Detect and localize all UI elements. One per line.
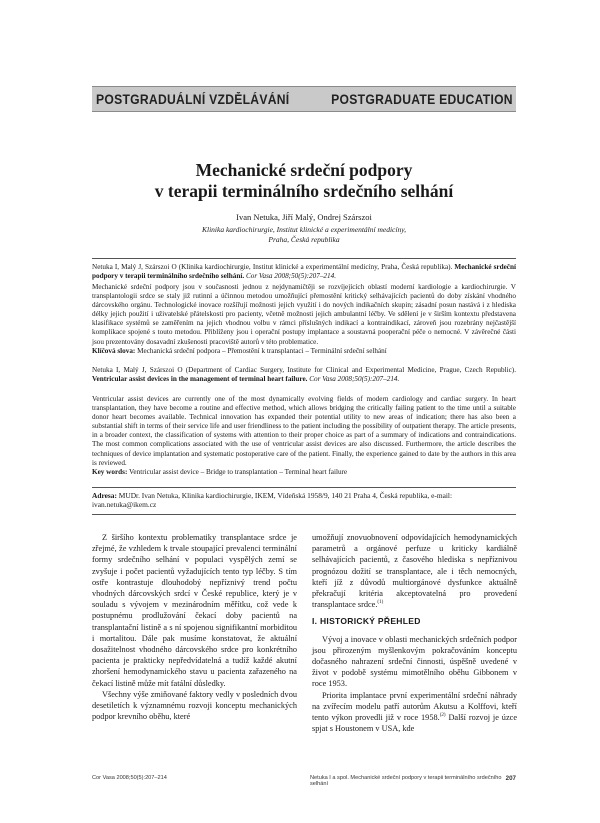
section-label-czech: POSTGRADUÁLNÍ VZDĚLÁVÁNÍ (96, 91, 290, 107)
correspondence-address (92, 491, 516, 509)
keywords-english-label: Key words: (92, 467, 128, 476)
article-title (92, 160, 516, 202)
keywords-czech (92, 347, 516, 356)
article-title-line1: Mechanické srdeční podpory (195, 160, 413, 180)
citation-czech-title: Mechanické srdeční podpory v terapii terminálního srdečního selhání. (92, 263, 516, 281)
article-title-line2: v terapii terminálního srdečního selhání (154, 181, 454, 201)
address-email[interactable]: ivan.netuka@ikem.cz (92, 500, 157, 510)
body-paragraph (312, 532, 517, 610)
section-header-band (92, 86, 516, 112)
abstract-czech (92, 283, 516, 356)
keywords-czech-text: Mechanická srdeční podpora – Přemostění k transplantaci – Terminální srdeční selhání (137, 346, 387, 355)
article-affiliation (92, 225, 516, 245)
abstract-czech-text: Mechanické srdeční podpory jsou v současnosti jednou z nejdynamičtěji se rozvíjejících oblastí moderní kardiologie a kardiochirurgie. V transplantologii srdce se staly již rutinní a účinnou metodou umožňující přemostění kritický selhávajících pacientů do doby získání vhodného dárcovského orgánu. Technologické inovace rozšířují možnosti jejich využití i do nových indikačních skupin; zásadní posun nastává i z hlediska délky jejich použití i uživatelské přátelskosti pro pacienty, včetně možnosti jejich ambulantní léčby. Ve sdělení je v širším kontextu představena klasifikace systémů se zaměřením na jejich vhodnou volbu v rámci příslušných indikací a kontraindikací, zároveň jsou rozebrány nejčastější komplikace spojené s touto metodou. Přiblíženy jsou i operační postupy implantace a soustavná pooperační péče o nemocné. V závěrečné části jsou prezentovány dosavadní zkušenosti pracoviště autorů v této problematice. (92, 283, 516, 346)
citation-czech-text: Netuka I, Malý J, Szárszoi O (Klinika kardiochirurgie, Institut klinické a experimentální medicíny, Praha, Česká republika). (92, 263, 453, 271)
divider-address-top (92, 487, 516, 488)
body-paragraph (312, 690, 517, 735)
body-column-right (312, 532, 517, 734)
body-paragraph: Z širšího kontextu problematiky transplantace srdce je zřejmé, že vzhledem k trvale stoupající prevalenci terminální formy srdečního selhání v populaci vyspělých zemí se zvyšuje i počet pacientů vyžadujících tento typ léčby. S tím ostře kontrastuje dlouhodobý nepříznivý trend počtu vhodných dárcovských srdcí v České republice, který je v souladu s vývojem v mezinárodním měřítku, což vede k postupnému prodlužování čekací doby pacientů na transplantační listině a s ní spojenou signifikantní morbiditou i mortalitou. Dále pak musíme konstatovat, že aktuální dosažitelnost vhodného dárcovského srdce pro konkrétního pacienta je prakticky nepředvídatelná a tudíž každé akutní zhoršení hemodynamického stavu u pacienta zařazeného na čekací listině může mít fatální důsledky. (92, 533, 297, 688)
citation-english (92, 366, 516, 384)
citation-english-title: Ventricular assist devices in the management of terminal heart failure. (92, 375, 308, 384)
keywords-czech-label: Klíčová slova: (92, 346, 136, 355)
citation-czech (92, 263, 516, 281)
body-paragraph-text: Další rozvoj je úzce spjat s Houstonem v USA, kde (312, 713, 517, 734)
divider-top (92, 258, 516, 259)
body-paragraph: Všechny výše zmiňované faktory vedly v posledních dvou desetiletích k významnému rozvoji konceptu mechanických podpor krevního oběhu, které (92, 689, 297, 722)
section-heading-history: I. HISTORICKÝ PŘEHLED (312, 616, 421, 627)
page-footer (92, 775, 516, 785)
reference-marker: (2) (439, 713, 446, 719)
body-paragraph-text: umožňují znovuobnovení odpovídajících hemodynamických parametrů a orgánové perfuze u kriticky kardiálně selhávajících pacientů, z časového hlediska s nepříznivou prognózou dožití se transplantace, ale i těch nemocných, kteří jíž z důvodů multiorgánové dysfunkce aktuálně překračují kritéria akceptovatelná pro provedení transplantace srdce. (312, 533, 517, 610)
abstract-english (92, 395, 516, 477)
article-authors: Ivan Netuka, Jiří Malý, Ondrej Szárszoi (236, 212, 372, 222)
footer-running-title: Netuka I a spol. Mechanické srdeční podpory v terapii terminálního srdečního selhání (310, 775, 502, 787)
body-paragraph: Vývoj a inovace v oblasti mechanických srdečních podpor jsou přirozeným myšlenkovým pokračováním konceptu dočasného nahrazení srdeční činnosti, úspěšně uvedené v život v podobě systému mimotělního oběhu Gibbonem v roce 1953. (312, 634, 517, 689)
citation-english-text: Netuka I, Malý J, Szárszoi O (Department of Cardiac Surgery, Institute for Clinical and Experimental Medicine, Prague, Czech Republic). (92, 366, 516, 374)
footer-page-number: 207 (505, 775, 516, 782)
abstract-english-text: Ventricular assist devices are currently one of the most dynamically evolving fields of modern cardiology and cardiac surgery. In heart transplantation, they have become a routine and effective method, which allows bridging the critically failing patient to the time until a suitable donor heart becomes available. Technical innovation has expanded their potential utility to new areas of indication; there has also been a substantial shift in terms of their service life and user friendliness to the patient including the possibility of outpatient therapy. The article presents, in a broader context, the classification of systems with attention to their proper choice as part of a summary of indications and contraindications. The most common complications associated with the use of ventricular assist devices are also discussed. Furthermore, the article describes the techniques of device implantation and systematic postoperative care of the patient. Finally, the experience gained to date by the authors in this area is reviewed. (92, 395, 516, 467)
address-line1: MUDr. Ivan Netuka, Klinika kardiochirurgie, IKEM, Vídeňská 1958/9, 140 21 Praha 4, Česká republika, e-mail: (118, 491, 453, 500)
affiliation-line1: Klinika kardiochirurgie, Institut klinické a experimentální medicíny, (202, 225, 406, 234)
reference-marker: (1) (377, 600, 384, 606)
citation-english-journal: Cor Vasa 2008;50(5):207–214. (309, 375, 400, 384)
section-label-english: POSTGRADUATE EDUCATION (331, 91, 513, 107)
footer-journal: Cor Vasa 2008;50(5):207–214 (92, 775, 167, 781)
body-column-left (92, 532, 297, 722)
keywords-english (92, 468, 516, 477)
body-paragraph-text: Priorita implantace první experimentální srdeční náhrady na zvířecím modelu patří autorům Akutsu a Kolffovi, kteří tento výkon provedli již v roce 1958. (312, 690, 517, 723)
keywords-english-text: Ventricular assist device – Bridge to transplantation – Terminal heart failure (129, 467, 348, 476)
affiliation-line2: Praha, Česká republika (268, 235, 340, 244)
address-label: Adresa: (92, 491, 117, 500)
citation-czech-journal: Cor Vasa 2008;50(5):207–214. (245, 272, 336, 281)
divider-address-bottom (92, 514, 516, 515)
